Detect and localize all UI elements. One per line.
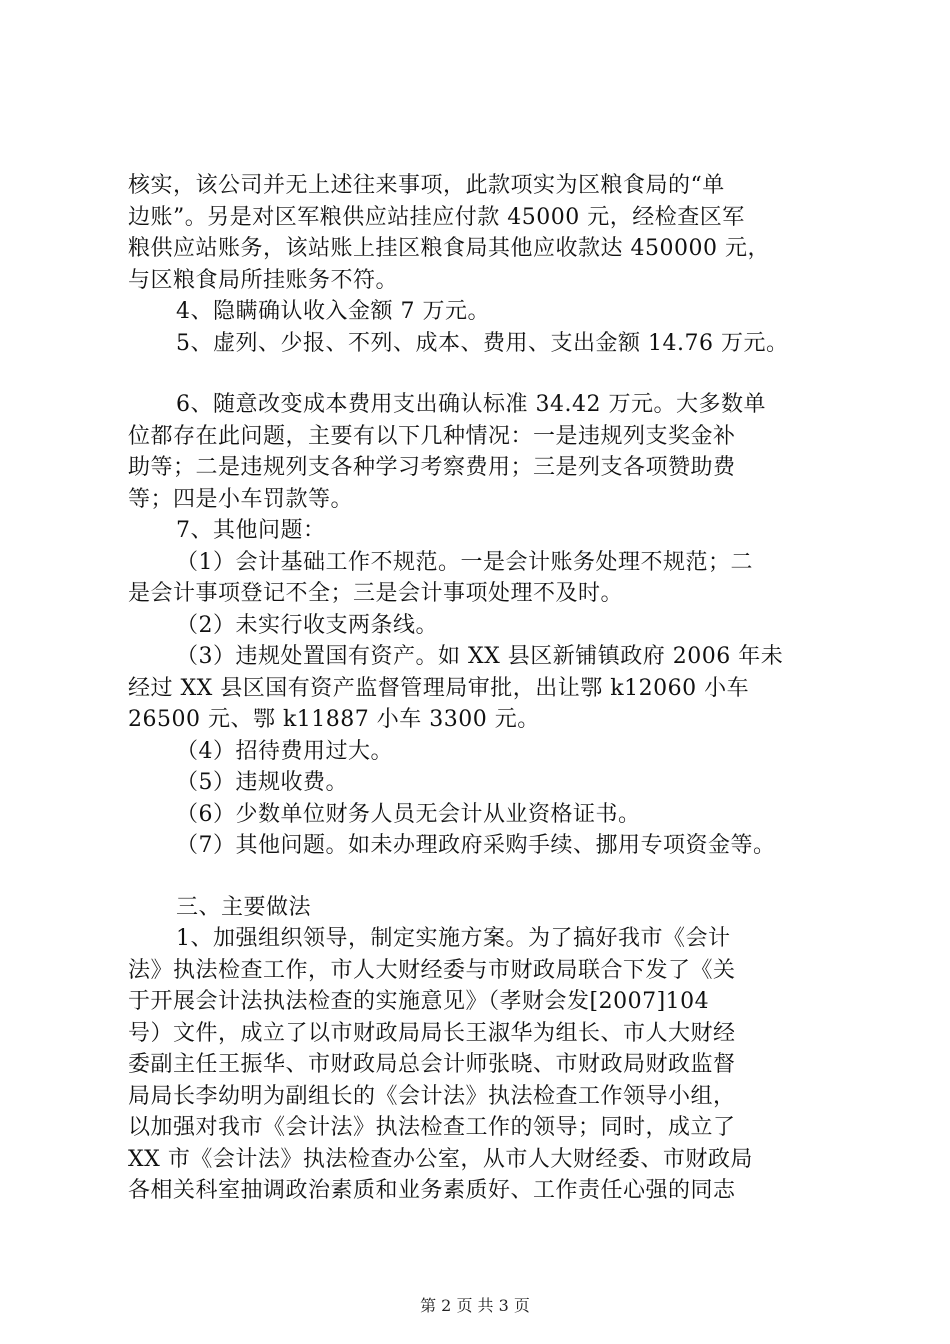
- text-line: 7、其他问题：: [176, 518, 326, 543]
- page-footer: 第 2 页 共 3 页: [420, 1296, 530, 1315]
- text-line: 核实，该公司并无上述往来事项，此款项实为区粮食局的“单: [128, 173, 725, 198]
- paragraph-spacer: [128, 359, 848, 389]
- text-line: （3）违规处置国有资产。如 XX 县区新铺镇政府 2006 年未: [176, 644, 784, 669]
- text-line: 6、随意改变成本费用支出确认标准 34.42 万元。大多数单: [176, 392, 766, 417]
- text-line: 三、主要做法: [176, 894, 312, 920]
- text-line: 经过 XX 县区国有资产监督管理局审批，出让鄂 k12060 小车: [128, 675, 750, 701]
- text-line: （2）未实行收支两条线。: [176, 612, 438, 638]
- text-line: （7）其他问题。如未办理政府采购手续、挪用专项资金等。: [176, 833, 776, 858]
- text-line: （4）招待费用过大。: [176, 738, 393, 764]
- text-line: 与区粮食局所挂账务不符。: [128, 267, 399, 293]
- text-line: 是会计事项登记不全；三是会计事项处理不及时。: [128, 581, 624, 606]
- text-line: 粮供应站账务，该站账上挂区粮食局其他应收款达 450000 元，: [128, 236, 770, 261]
- text-line: 局局长李幼明为副组长的《会计法》执法检查工作领导小组，: [128, 1083, 736, 1109]
- text-line: 各相关科室抽调政治素质和业务素质好、工作责任心强的同志: [128, 1178, 736, 1203]
- paragraph-spacer: [128, 862, 848, 892]
- text-line: 法》执法检查工作，市人大财经委与市财政局联合下发了《关: [128, 957, 736, 983]
- text-line: 于开展会计法执法检查的实施意见》（孝财会发[2007]104: [128, 989, 710, 1014]
- document-body: [128, 170, 848, 1207]
- text-line: 委副主任王振华、市财政局总会计师张晓、市财政局财政监督: [128, 1052, 736, 1077]
- text-line: 助等；二是违规列支各种学习考察费用；三是列支各项赞助费: [128, 455, 736, 480]
- text-line: 边账”。另是对区军粮供应站挂应付款 45000 元，经检查区军: [128, 204, 745, 230]
- text-line: （1）会计基础工作不规范。一是会计账务处理不规范；二: [176, 549, 753, 575]
- text-line: 位都存在此问题，主要有以下几种情况：一是违规列支奖金补: [128, 423, 736, 449]
- text-line: 26500 元、鄂 k11887 小车 3300 元。: [128, 707, 540, 732]
- text-line: 等；四是小车罚款等。: [128, 486, 354, 512]
- text-line: （5）违规收费。: [176, 770, 348, 795]
- text-line: XX 市《会计法》执法检查办公室，从市人大财经委、市财政局: [128, 1146, 753, 1172]
- text-line: 号）文件，成立了以市财政局局长王淑华为组长、市人大财经: [128, 1020, 736, 1046]
- text-line: 1、加强组织领导，制定实施方案。为了搞好我市《会计: [176, 926, 731, 951]
- text-line: 4、隐瞒确认收入金额 7 万元。: [176, 299, 490, 324]
- text-line: （6）少数单位财务人员无会计从业资格证书。: [176, 801, 641, 827]
- text-line: 5、虚列、少报、不列、成本、费用、支出金额 14.76 万元。: [176, 330, 789, 356]
- text-line: 以加强对我市《会计法》执法检查工作的领导；同时，成立了: [128, 1115, 736, 1140]
